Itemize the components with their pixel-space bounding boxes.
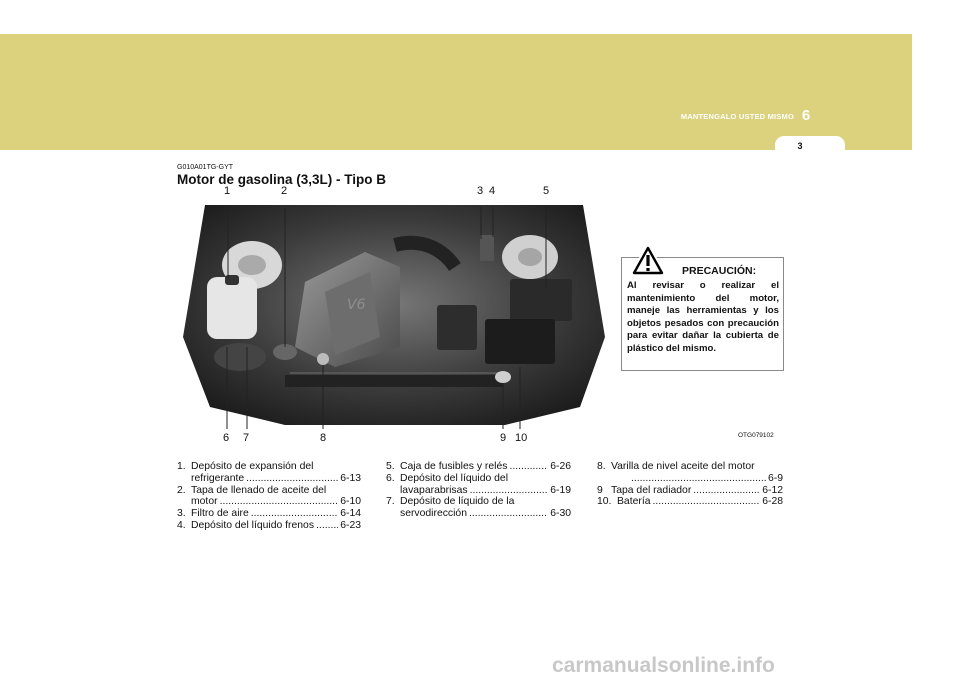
item-number: 9 bbox=[597, 484, 603, 496]
watermark: carmanualsonline.info bbox=[552, 654, 775, 677]
item-page: 6-19 bbox=[550, 484, 571, 496]
leader-dots bbox=[693, 485, 760, 497]
list-item bbox=[386, 461, 571, 473]
item-label: Depósito del líquido frenos bbox=[191, 519, 315, 531]
item-page: 6-10 bbox=[340, 496, 361, 508]
parts-list-column-1 bbox=[177, 461, 361, 532]
list-item bbox=[597, 485, 783, 497]
item-label: Filtro de aire bbox=[191, 508, 249, 520]
item-page: 6-13 bbox=[340, 472, 361, 484]
item-label: Depósito de líquido de la bbox=[400, 496, 515, 508]
header-band bbox=[0, 34, 912, 150]
item-label: Depósito de expansión del bbox=[191, 461, 314, 472]
callout-8: 8 bbox=[320, 432, 327, 444]
leader-dots bbox=[470, 485, 549, 497]
item-label: Tapa del radiador bbox=[611, 484, 692, 496]
item-label: Caja de fusibles y relés bbox=[400, 461, 508, 472]
caution-box bbox=[621, 257, 784, 371]
leader-dots bbox=[316, 520, 338, 532]
item-page: 6-26 bbox=[550, 461, 571, 472]
item-number: 1. bbox=[177, 461, 186, 472]
item-page: 6-12 bbox=[762, 484, 783, 496]
item-label: motor bbox=[191, 496, 218, 508]
leader-dots bbox=[509, 461, 548, 473]
item-number: 2. bbox=[177, 484, 186, 496]
item-page: 6-28 bbox=[762, 496, 783, 508]
leader-dots bbox=[469, 508, 548, 520]
callout-3: 3 bbox=[477, 185, 484, 197]
item-number: 10. bbox=[597, 496, 612, 508]
list-item-continuation bbox=[177, 473, 361, 485]
engine-bay-image bbox=[175, 197, 613, 429]
list-item bbox=[597, 496, 783, 508]
list-item-continuation bbox=[386, 508, 571, 520]
item-number: 6. bbox=[386, 472, 395, 484]
chapter-number: 6 bbox=[801, 107, 811, 124]
list-item bbox=[386, 473, 571, 485]
item-label: lavaparabrisas bbox=[400, 484, 468, 496]
list-item bbox=[177, 508, 361, 520]
callout-1: 1 bbox=[224, 185, 231, 197]
item-label: Tapa de llenado de aceite del bbox=[191, 484, 327, 496]
item-number: 3. bbox=[177, 508, 186, 520]
section-title: MANTENGALO USTED MISMO bbox=[680, 112, 794, 121]
leader-dots bbox=[653, 496, 761, 508]
callout-9: 9 bbox=[500, 432, 507, 444]
image-code: OTG079102 bbox=[738, 432, 774, 439]
list-item-continuation bbox=[597, 473, 783, 485]
item-label: Batería bbox=[617, 496, 651, 508]
item-number: 7. bbox=[386, 496, 395, 508]
leader-dots bbox=[246, 473, 338, 485]
item-number: 4. bbox=[177, 519, 186, 531]
parts-list-column-2 bbox=[386, 461, 571, 520]
list-item bbox=[177, 461, 361, 473]
list-item bbox=[386, 496, 571, 508]
list-item bbox=[177, 485, 361, 497]
list-item bbox=[177, 520, 361, 532]
parts-list-column-3 bbox=[597, 461, 783, 508]
warning-triangle-icon bbox=[630, 244, 666, 276]
leader-dots bbox=[631, 473, 766, 485]
item-page: 6-30 bbox=[550, 508, 571, 520]
document-code: G010A01TG-GYT bbox=[177, 164, 234, 171]
item-label: servodirección bbox=[400, 508, 467, 520]
item-page: 6-14 bbox=[340, 508, 361, 520]
callout-4: 4 bbox=[489, 185, 496, 197]
caution-title: PRECAUCIÓN: bbox=[682, 265, 757, 277]
callout-5: 5 bbox=[543, 185, 550, 197]
engine-badge: V6 bbox=[347, 297, 366, 313]
item-label: Depósito del líquido del bbox=[400, 472, 509, 484]
page-title: Motor de gasolina (3,3L) - Tipo B bbox=[177, 172, 387, 187]
item-page: 6-23 bbox=[340, 519, 361, 531]
item-label: refrigerante bbox=[191, 472, 245, 484]
item-number: 8. bbox=[597, 461, 606, 472]
item-number: 5. bbox=[386, 461, 395, 472]
item-label: Varilla de nivel aceite del motor bbox=[611, 461, 755, 472]
callout-2: 2 bbox=[281, 185, 288, 197]
callout-7: 7 bbox=[243, 432, 250, 444]
list-item-continuation bbox=[177, 496, 361, 508]
leader-dots bbox=[251, 508, 338, 520]
list-item bbox=[597, 461, 783, 473]
callout-6: 6 bbox=[223, 432, 230, 444]
page-number: 3 bbox=[797, 141, 803, 151]
caution-text: Al revisar o realizar el mantenimiento del motor, maneje las herramientas y los objetos pesados con precaución para evitar dañar la cubierta de plástico del mismo. bbox=[627, 280, 779, 354]
list-item-continuation bbox=[386, 485, 571, 497]
leader-dots bbox=[220, 496, 339, 508]
item-page: 6-9 bbox=[767, 472, 783, 484]
callout-10: 10 bbox=[515, 432, 528, 444]
